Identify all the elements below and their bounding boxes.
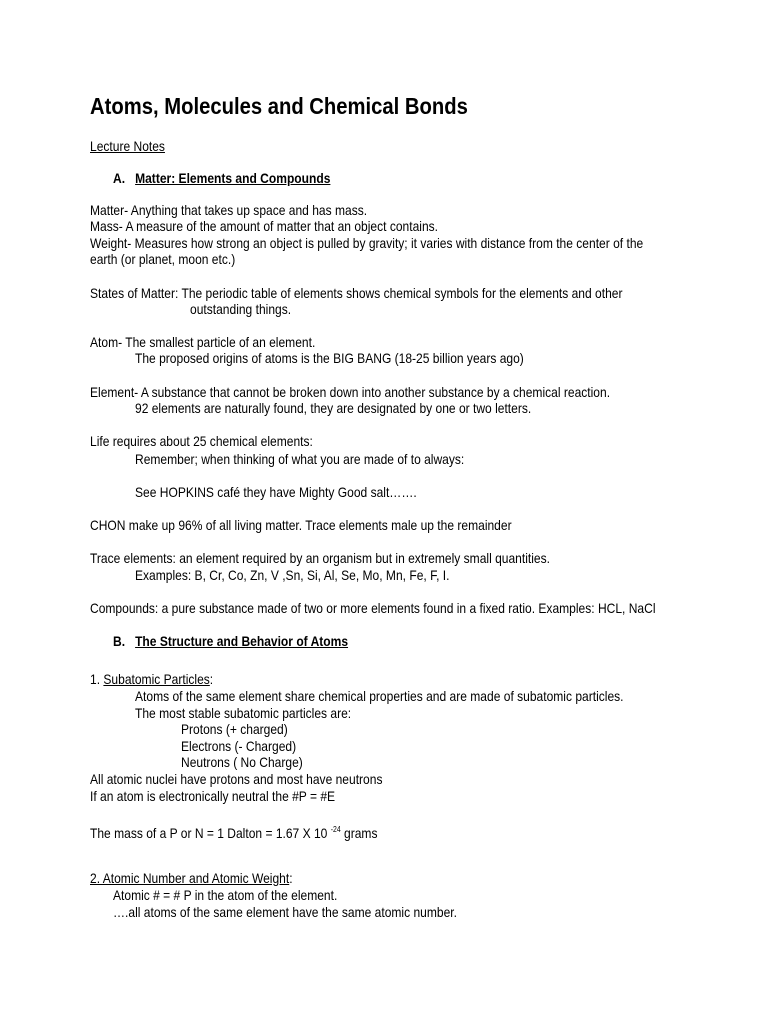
section-a-label: A. xyxy=(113,170,126,186)
section-b-label: B. xyxy=(113,633,126,649)
hopkins-mnemonic: See HOPKINS café they have Mighty Good salt……. xyxy=(135,484,417,500)
most-stable-line: The most stable subatomic particles are: xyxy=(135,705,352,721)
particle-protons: Protons (+ charged) xyxy=(181,721,288,737)
dalton-unit: grams xyxy=(340,825,378,841)
element-count: 92 elements are naturally found, they are designated by one or two letters. xyxy=(135,400,532,416)
section-b-title: The Structure and Behavior of Atoms xyxy=(135,633,349,649)
mass-definition: Mass- A measure of the amount of matter that an object contains. xyxy=(90,218,439,234)
matter-definition: Matter- Anything that takes up space and has mass. xyxy=(90,202,368,218)
document-title: Atoms, Molecules and Chemical Bonds xyxy=(90,93,468,119)
atom-origin: The proposed origins of atoms is the BIG BANG (18-25 billion years ago) xyxy=(135,350,524,366)
states-of-matter-line2: outstanding things. xyxy=(190,301,292,317)
atomic-number-definition: Atomic # = # P in the atom of the element. xyxy=(113,887,338,903)
subatomic-colon: : xyxy=(209,671,214,687)
lecture-notes-label: Lecture Notes xyxy=(90,138,165,154)
subatomic-particles-heading xyxy=(90,671,213,687)
trace-elements-definition: Trace elements: an element required by an organism but in extremely small quantities. xyxy=(90,550,550,566)
subatomic-label: Subatomic Particles xyxy=(103,671,210,687)
section-b-heading xyxy=(113,633,348,649)
dalton-exponent: -24 xyxy=(330,825,341,834)
atomic-number-colon: : xyxy=(289,870,293,886)
remember-line: Remember; when thinking of what you are made of to always: xyxy=(135,451,465,467)
dalton-mass-line xyxy=(90,822,377,841)
dalton-text: The mass of a P or N = 1 Dalton = 1.67 X 10 xyxy=(90,825,331,841)
particle-electrons: Electrons (- Charged) xyxy=(181,738,297,754)
subatomic-number: 1. xyxy=(90,671,104,687)
neutral-atom-line: If an atom is electronically neutral the #P = #E xyxy=(90,788,336,804)
trace-elements-examples: Examples: B, Cr, Co, Zn, V ,Sn, Si, Al, Se, Mo, Mn, Fe, F, I. xyxy=(135,567,450,583)
weight-definition-line2: earth (or planet, moon etc.) xyxy=(90,251,236,267)
weight-definition-line1: Weight- Measures how strong an object is pulled by gravity; it varies with distance from the center of the xyxy=(90,235,644,251)
nuclei-line: All atomic nuclei have protons and most have neutrons xyxy=(90,771,383,787)
share-properties-line: Atoms of the same element share chemical properties and are made of subatomic particles. xyxy=(135,688,624,704)
states-of-matter-line1: States of Matter: The periodic table of elements shows chemical symbols for the elements and other xyxy=(90,285,623,301)
atomic-number-heading xyxy=(90,870,293,886)
atomic-number-label: 2. Atomic Number and Atomic Weight xyxy=(90,870,290,886)
section-a-heading xyxy=(113,170,330,186)
particle-neutrons: Neutrons ( No Charge) xyxy=(181,754,303,770)
life-requirement: Life requires about 25 chemical elements: xyxy=(90,433,313,449)
chon-line: CHON make up 96% of all living matter. Trace elements male up the remainder xyxy=(90,517,512,533)
atom-definition: Atom- The smallest particle of an element. xyxy=(90,334,316,350)
compounds-definition: Compounds: a pure substance made of two or more elements found in a fixed ratio. Examples: HCL, NaCl xyxy=(90,600,656,616)
section-a-title: Matter: Elements and Compounds xyxy=(135,170,331,186)
element-definition: Element- A substance that cannot be broken down into another substance by a chemical reaction. xyxy=(90,384,611,400)
same-atomic-number-line: ….all atoms of the same element have the same atomic number. xyxy=(113,904,457,920)
